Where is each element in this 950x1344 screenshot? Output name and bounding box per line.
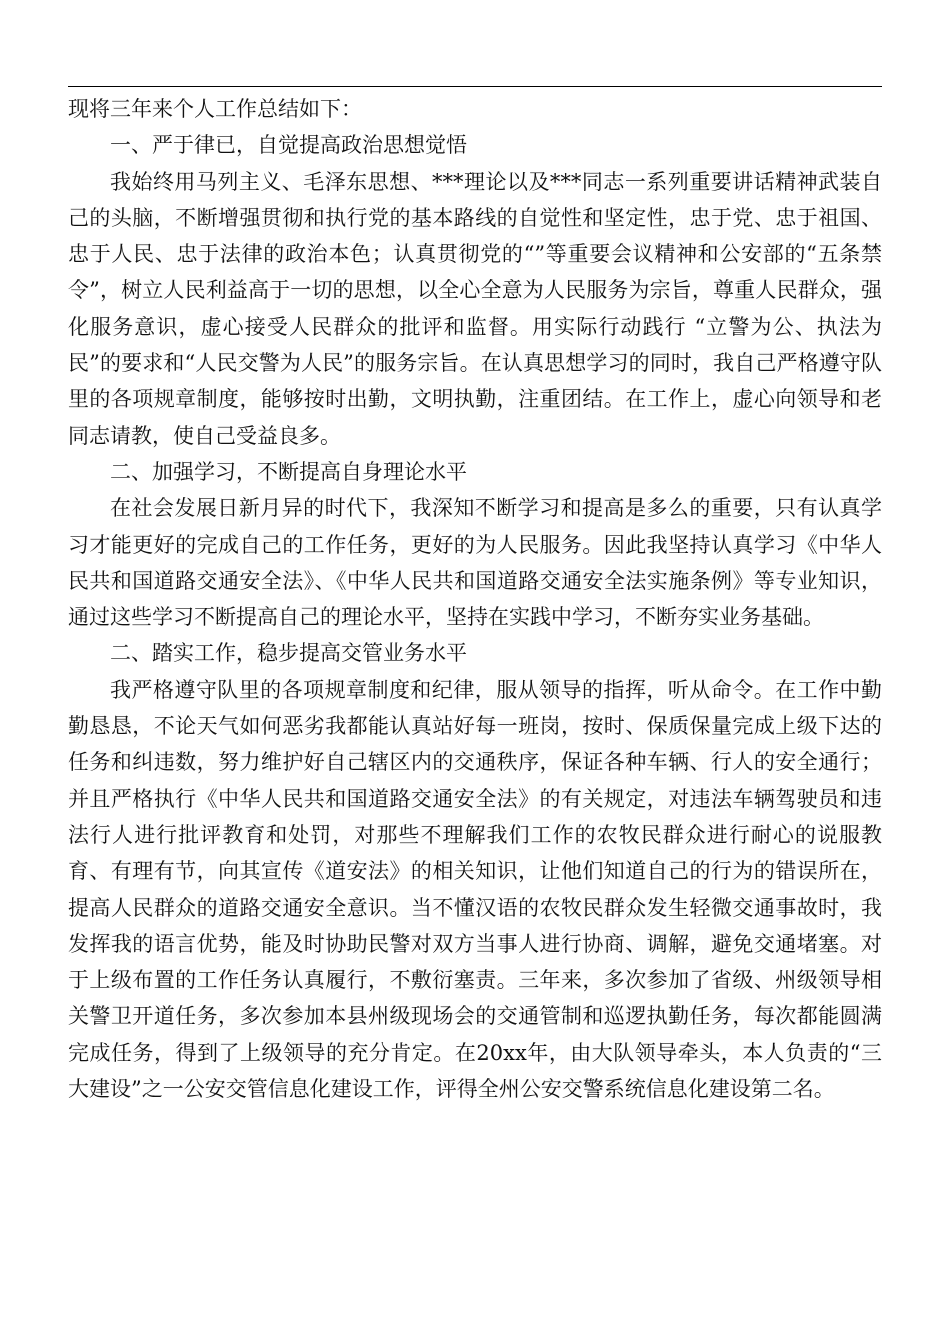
- section-1-body: 我始终用马列主义、毛泽东思想、***理论以及***同志一系列重要讲话精神武装自己的头脑，不断增强贯彻和执行党的基本路线的自觉性和坚定性，忠于党、忠于祖国、忠于人民、忠于法律的政治本色；认真贯彻党的“”等重要会议精神和公安部的“五条禁令”，树立人民利益高于一切的思想，以全心全意为人民服务为宗旨，尊重人民群众，强化服务意识，虚心接受人民群众的批评和监督。用实际行动践行 “立警为公、执法为民”的要求和“人民交警为人民”的服务宗旨。在认真思想学习的同时，我自己严格遵守队里的各项规章制度，能够按时出勤，文明执勤，注重团结。在工作上，虚心向领导和老同志请教，使自己受益良多。: [68, 169, 882, 448]
- document-page: [68, 86, 882, 1107]
- section-1-heading: 一、严于律已，自觉提高政治思想觉悟: [110, 133, 467, 158]
- header-rule: [68, 86, 882, 87]
- section-3-body: 我严格遵守队里的各项规章制度和纪律，服从领导的指挥，听从命令。在工作中勤勤恳恳，不论天气如何恶劣我都能认真站好每一班岗，按时、保质保量完成上级下达的任务和纠违数，努力维护好自己辖区内的交通秩序，保证各种车辆、行人的安全通行；并且严格执行《中华人民共和国道路交通安全法》的有关规定，对违法车辆驾驶员和违法行人进行批评教育和处罚，对那些不理解我们工作的农牧民群众进行耐心的说服教育、有理有节，向其宣传《道安法》的相关知识，让他们知道自己的行为的错误所在，提高人民群众的道路交通安全意识。当不懂汉语的农牧民群众发生轻微交通事故时，我发挥我的语言优势，能及时协助民警对双方当事人进行协商、调解，避免交通堵塞。对于上级布置的工作任务认真履行，不敷衍塞责。三年来，多次参加了省级、州级领导相关警卫开道任务，多次参加本县州级现场会的交通管制和巡逻执勤任务，每次都能圆满完成任务，得到了上级领导的充分肯定。在20xx年，由大队领导牵头，本人负责的“三大建设”之一公安交管信息化建设工作，评得全州公安交警系统信息化建设第二名。: [68, 677, 882, 1102]
- intro-line: 现将三年来个人工作总结如下：: [68, 97, 362, 121]
- section-3-heading: 二、踏实工作，稳步提高交管业务水平: [110, 641, 467, 666]
- section-2-body: 在社会发展日新月异的时代下，我深知不断学习和提高是多么的重要，只有认真学习才能更好的完成自己的工作任务，更好的为人民服务。因此我坚持认真学习《中华人民共和国道路交通安全法》、《中华人民共和国道路交通安全法实施条例》等专业知识，通过这些学习不断提高自己的理论水平，坚持在实践中学习，不断夯实业务基础。: [68, 496, 882, 630]
- section-2-heading: 二、加强学习，不断提高自身理论水平: [110, 459, 467, 484]
